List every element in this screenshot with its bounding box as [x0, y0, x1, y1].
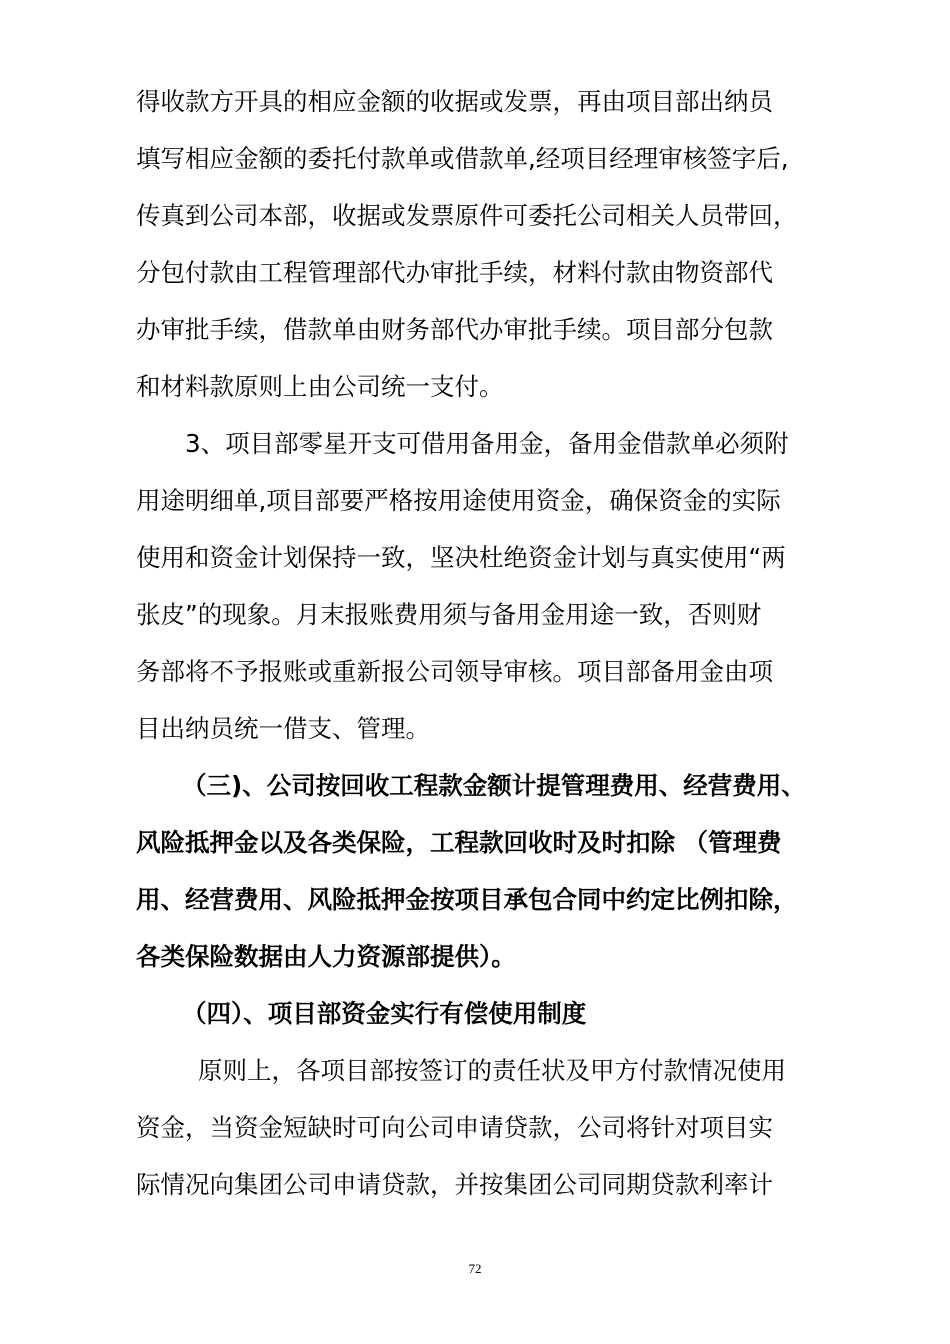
paragraph-line: 用途明细单,项目部要严格按用途使用资金，确保资金的实际 — [136, 486, 781, 515]
paragraph-line: 得收款方开具的相应金额的收据或发票，再由项目部出纳员 — [136, 87, 773, 116]
paragraph-line: 填写相应金额的委托付款单或借款单,经项目经理审核签字后, — [136, 144, 789, 173]
section-heading-line: 风险抵押金以及各类保险，工程款回收时及时扣除 （管理费 — [136, 828, 782, 857]
paragraph-line: 资金，当资金短缺时可向公司申请贷款，公司将针对项目实 — [136, 1113, 773, 1142]
paragraph-line: 务部将不予报账或重新报公司领导审核。项目部备用金由项 — [136, 657, 773, 686]
section-heading-line: （三)、公司按回收工程款金额计提管理费用、经营费用、 — [182, 771, 806, 800]
paragraph-line: 张皮”的现象。月末报账费用须与备用金用途一致，否则财 — [136, 600, 762, 629]
paragraph-line: 原则上，各项目部按签订的责任状及甲方付款情况使用 — [198, 1056, 786, 1085]
paragraph-line: 使用和资金计划保持一致，坚决杜绝资金计划与真实使用“两 — [136, 543, 786, 572]
page-number: 72 — [468, 1261, 482, 1276]
section-heading-line: （四）、项目部资金实行有偿使用制度 — [182, 999, 587, 1028]
paragraph-line: 目出纳员统一借支、管理。 — [136, 714, 430, 743]
paragraph-line: 传真到公司本部，收据或发票原件可委托公司相关人员带回， — [136, 201, 798, 230]
paragraph-line: 3、项目部零星开支可借用备用金，备用金借款单必须附 — [185, 429, 789, 458]
paragraph-line: 际情况向集团公司申请贷款，并按集团公司同期贷款利率计 — [136, 1170, 773, 1199]
section-heading-line: 各类保险数据由人力资源部提供）。 — [136, 942, 516, 971]
paragraph-line: 办审批手续，借款单由财务部代办审批手续。项目部分包款 — [136, 315, 773, 344]
section-heading-line: 用、经营费用、风险抵押金按项目承包合同中约定比例扣除， — [136, 885, 798, 914]
paragraph-line: 分包付款由工程管理部代办审批手续，材料付款由物资部代 — [136, 258, 773, 287]
paragraph-line: 和材料款原则上由公司统一支付。 — [136, 372, 504, 401]
